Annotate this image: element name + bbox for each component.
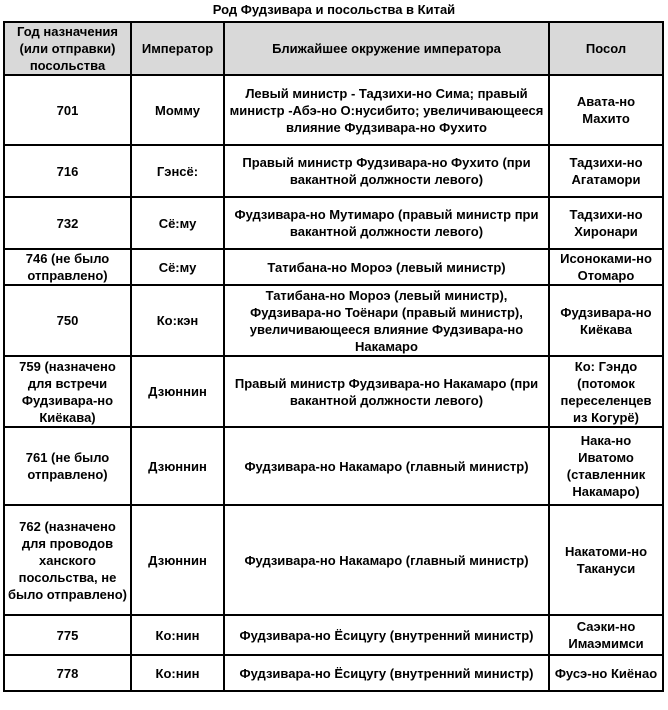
table-row — [4, 615, 663, 655]
cell-envoy: Тадзихи-но Агатамори — [549, 145, 663, 197]
cell-year: 778 — [4, 655, 131, 691]
cell-circle: Правый министр Фудзивара-но Накамаро (при вакантной должности левого) — [224, 356, 549, 427]
cell-emperor: Дзюннин — [131, 356, 224, 427]
cell-envoy: Накатоми-но Такануси — [549, 505, 663, 615]
cell-emperor: Гэнсё: — [131, 145, 224, 197]
cell-circle: Фудзивара-но Ёсицугу (внутренний министр) — [224, 615, 549, 655]
table-row — [4, 197, 663, 249]
table-row — [4, 285, 663, 356]
cell-year: 732 — [4, 197, 131, 249]
table-row — [4, 145, 663, 197]
cell-envoy: Исоноками-но Отомаро — [549, 249, 663, 285]
cell-envoy: Фусэ-но Киёнао — [549, 655, 663, 691]
table-row — [4, 427, 663, 505]
cell-emperor: Дзюннин — [131, 505, 224, 615]
table-row — [4, 75, 663, 145]
cell-year: 761 (не было отправлено) — [4, 427, 131, 505]
cell-emperor: Сё:му — [131, 197, 224, 249]
cell-emperor: Сё:му — [131, 249, 224, 285]
cell-year: 775 — [4, 615, 131, 655]
cell-year: 701 — [4, 75, 131, 145]
header-circle: Ближайшее окружение императора — [224, 22, 549, 75]
cell-circle: Левый министр - Тадзихи-но Сима; правый министр -Абэ-но О:нусибито; увеличивающееся влияние Фудзивара-но Фухито — [224, 75, 549, 145]
cell-envoy: Тадзихи-но Хиронари — [549, 197, 663, 249]
cell-year: 750 — [4, 285, 131, 356]
table-row — [4, 249, 663, 285]
table-row — [4, 356, 663, 427]
cell-year: 759 (назначено для встречи Фудзивара-но Киёкава) — [4, 356, 131, 427]
table-row — [4, 655, 663, 691]
cell-emperor: Ко:нин — [131, 655, 224, 691]
cell-year: 762 (назначено для проводов ханского посольства, не было отправлено) — [4, 505, 131, 615]
cell-envoy: Саэки-но Имаэмимси — [549, 615, 663, 655]
cell-year: 746 (не было отправлено) — [4, 249, 131, 285]
header-row — [4, 22, 663, 75]
cell-circle: Татибана-но Мороэ (левый министр) — [224, 249, 549, 285]
cell-envoy: Ко: Гэндо (потомок переселенцев из Когурё) — [549, 356, 663, 427]
cell-emperor: Дзюннин — [131, 427, 224, 505]
cell-circle: Фудзивара-но Накамаро (главный министр) — [224, 427, 549, 505]
cell-envoy: Фудзивара-но Киёкава — [549, 285, 663, 356]
header-envoy: Посол — [549, 22, 663, 75]
cell-circle: Правый министр Фудзивара-но Фухито (при вакантной должности левого) — [224, 145, 549, 197]
cell-envoy: Нака-но Иватомо (ставленник Накамаро) — [549, 427, 663, 505]
cell-envoy: Авата-но Махито — [549, 75, 663, 145]
header-year: Год назначения (или отправки) посольства — [4, 22, 131, 75]
embassies-table — [3, 21, 664, 692]
table-row — [4, 505, 663, 615]
cell-emperor: Ко:нин — [131, 615, 224, 655]
cell-circle: Татибана-но Мороэ (левый министр), Фудзивара-но Тоёнари (правый министр), увеличивающееся влияние Фудзивара-но Накамаро — [224, 285, 549, 356]
cell-circle: Фудзивара-но Мутимаро (правый министр при вакантной должности левого) — [224, 197, 549, 249]
cell-emperor: Момму — [131, 75, 224, 145]
cell-year: 716 — [4, 145, 131, 197]
cell-circle: Фудзивара-но Ёсицугу (внутренний министр) — [224, 655, 549, 691]
cell-circle: Фудзивара-но Накамаро (главный министр) — [224, 505, 549, 615]
header-emperor: Император — [131, 22, 224, 75]
table-caption: Род Фудзивара и посольства в Китай — [212, 2, 456, 17]
cell-emperor: Ко:кэн — [131, 285, 224, 356]
